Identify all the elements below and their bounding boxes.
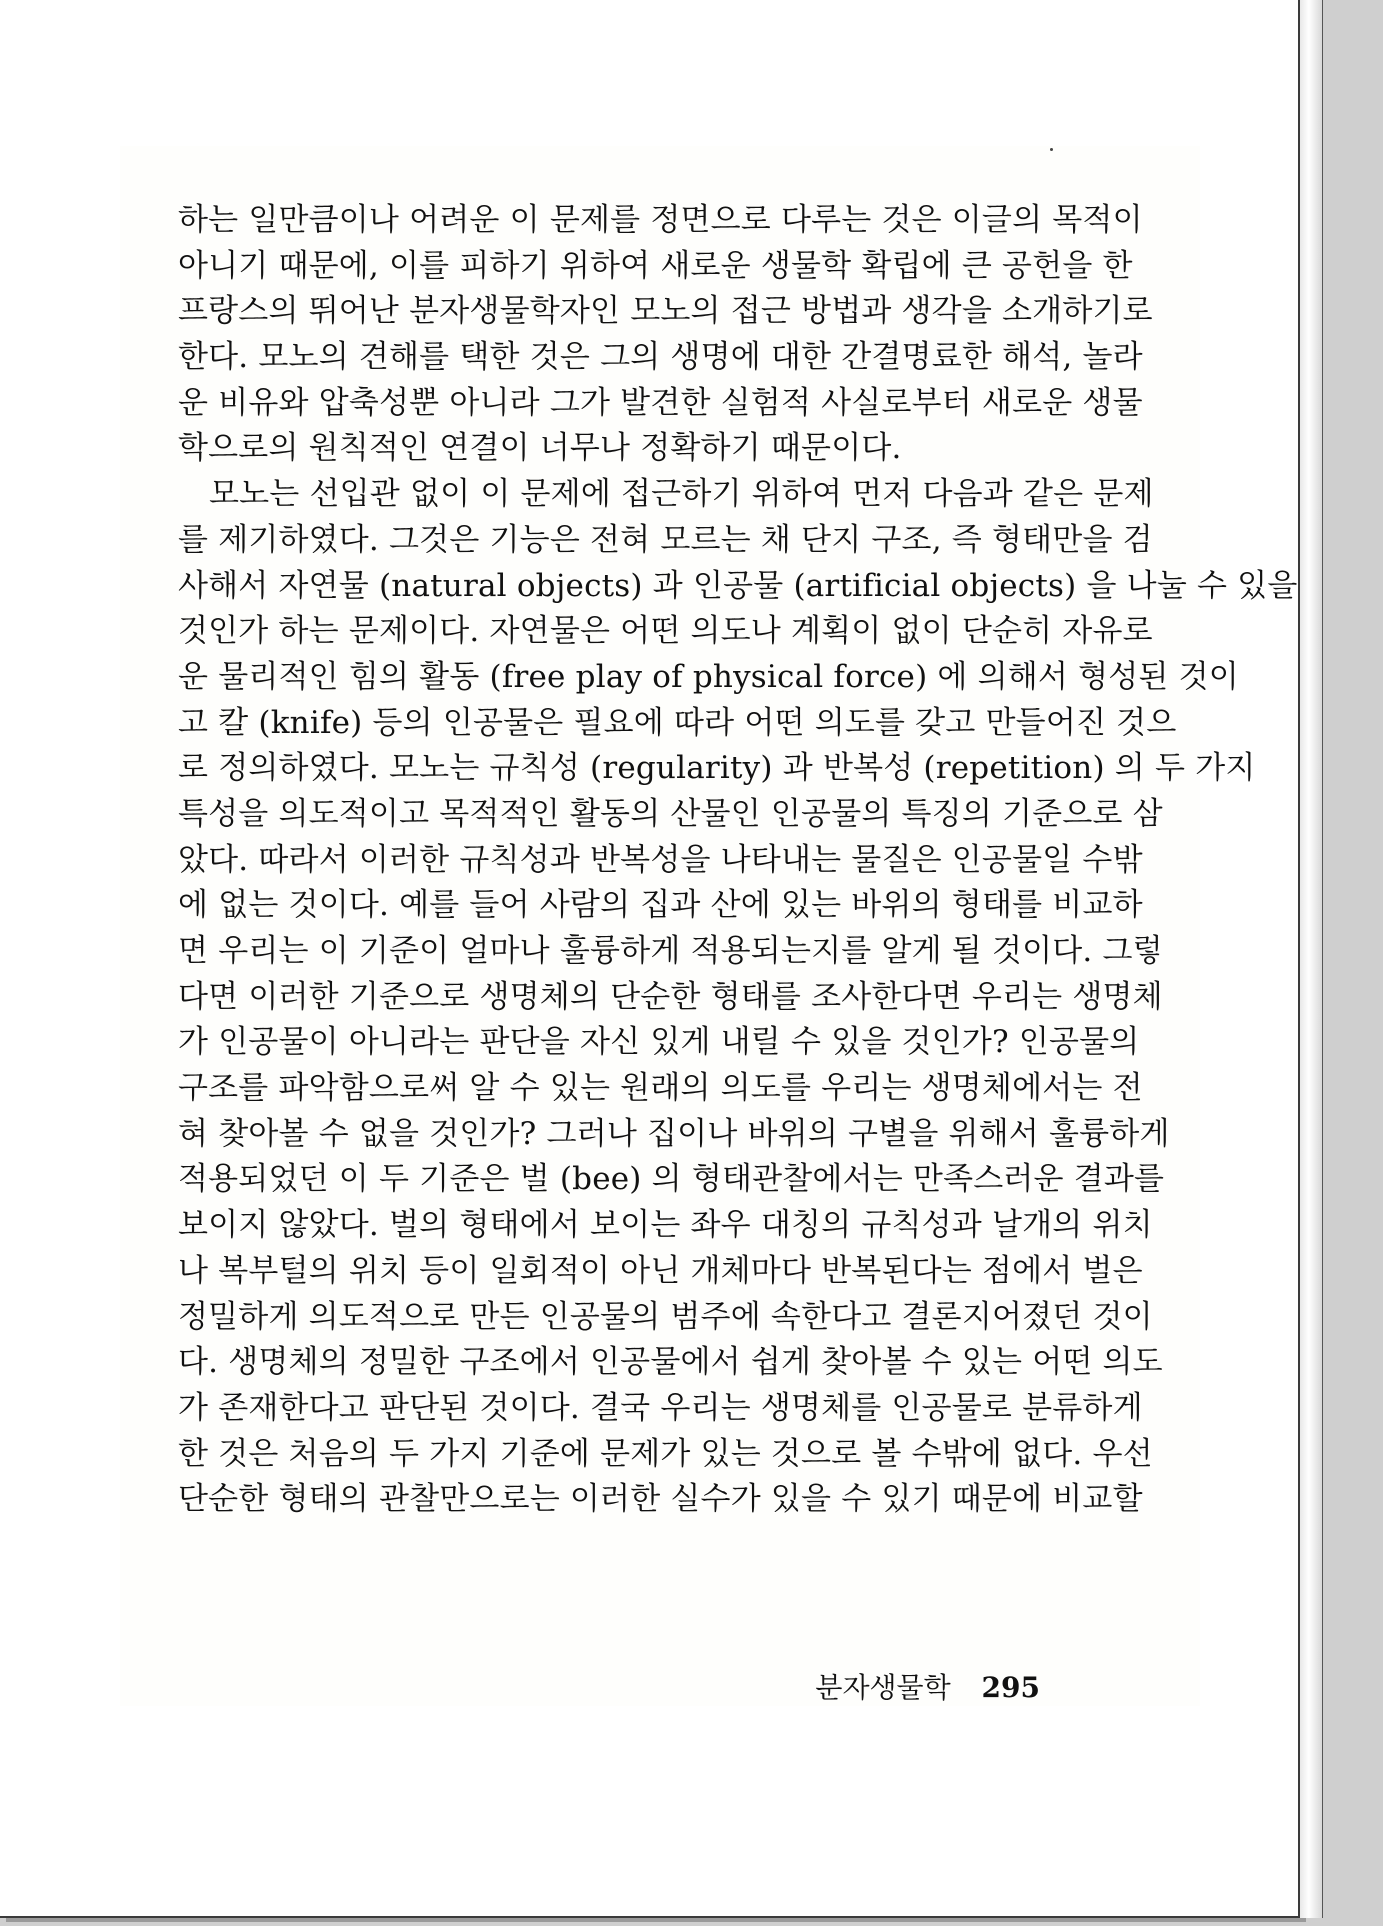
page-number: 295 — [981, 1671, 1040, 1704]
text-line: 한다. 모노의 견해를 택한 것은 그의 생명에 대한 간결명료한 해석, 놀라 — [178, 339, 1143, 376]
page-footer — [815, 1666, 1040, 1706]
running-head: 분자생물학 — [815, 1671, 951, 1704]
text-line: 프랑스의 뛰어난 분자생물학자인 모노의 접근 방법과 생각을 소개하기로 — [178, 293, 1153, 330]
scan-speck — [1050, 148, 1053, 151]
text-line: 가 존재한다고 판단된 것이다. 결국 우리는 생명체를 인공물로 분류하게 — [178, 1389, 1143, 1426]
body-text — [178, 198, 1298, 1523]
text-line: 적용되었던 이 두 기준은 벌 (bee) 의 형태관찰에서는 만족스러운 결과를 — [178, 1161, 1165, 1198]
text-line: 를 제기하였다. 그것은 기능은 전혀 모르는 채 단지 구조, 즉 형태만을 검 — [178, 521, 1153, 558]
text-line: 운 물리적인 힘의 활동 (free play of physical force) 에 의해서 형성된 것이 — [178, 658, 1239, 695]
text-line: 학으로의 원칙적인 연결이 너무나 정확하기 때문이다. — [178, 430, 902, 467]
text-line: 면 우리는 이 기준이 얼마나 훌륭하게 적용되는지를 알게 될 것이다. 그렇 — [178, 933, 1163, 969]
text-line: 운 비유와 압축성뿐 아니라 그가 발견한 실험적 사실로부터 새로운 생물 — [178, 384, 1143, 421]
text-line: 아니기 때문에, 이를 피하기 위하여 새로운 생물학 확립에 큰 공헌을 한 — [178, 247, 1133, 284]
text-line: 고 칼 (knife) 등의 인공물은 필요에 따라 어떤 의도를 갖고 만들어진 것으 — [178, 704, 1177, 741]
text-line: 정밀하게 의도적으로 만든 인공물의 범주에 속한다고 결론지어졌던 것이 — [178, 1298, 1153, 1335]
text-line: 것인가 하는 문제이다. 자연물은 어떤 의도나 계획이 없이 단순히 자유로 — [178, 613, 1153, 650]
text-line: 특성을 의도적이고 목적적인 활동의 산물인 인공물의 특징의 기준으로 삼 — [178, 795, 1163, 832]
text-line: 다면 이러한 기준으로 생명체의 단순한 형태를 조사한다면 우리는 생명체 — [178, 978, 1163, 1015]
text-line: 단순한 형태의 관찰만으로는 이러한 실수가 있을 수 있기 때문에 비교할 — [178, 1481, 1143, 1518]
text-line: 구조를 파악함으로써 알 수 있는 원래의 의도를 우리는 생명체에서는 전 — [178, 1070, 1143, 1107]
text-line: 보이지 않았다. 벌의 형태에서 보이는 좌우 대칭의 규칙성과 날개의 위치 — [178, 1207, 1153, 1244]
text-line: 혀 찾아볼 수 없을 것인가? 그러나 집이나 바위의 구별을 위해서 훌륭하게 — [178, 1115, 1170, 1152]
text-line: 다. 생명체의 정밀한 구조에서 인공물에서 쉽게 찾아볼 수 있는 어떤 의도 — [178, 1344, 1163, 1381]
text-line: 에 없는 것이다. 예를 들어 사람의 집과 산에 있는 바위의 형태를 비교하 — [178, 887, 1143, 924]
text-line: 하는 일만큼이나 어려운 이 문제를 정면으로 다루는 것은 이글의 목적이 — [178, 202, 1143, 238]
paragraph-start-line: 모노는 선입관 없이 이 문제에 접근하기 위하여 먼저 다음과 같은 문제 — [209, 476, 1154, 513]
text-line: 로 정의하였다. 모노는 규칙성 (regularity) 과 반복성 (repetition) 의 두 가지 — [178, 750, 1256, 787]
text-line: 한 것은 처음의 두 가지 기준에 문제가 있는 것으로 볼 수밖에 없다. 우선 — [178, 1435, 1153, 1472]
text-line: 가 인공물이 아니라는 판단을 자신 있게 내릴 수 있을 것인가? 인공물의 — [178, 1024, 1140, 1061]
text-line: 나 복부털의 위치 등이 일회적이 아닌 개체마다 반복된다는 점에서 벌은 — [178, 1252, 1143, 1289]
text-line: 았다. 따라서 이러한 규칙성과 반복성을 나타내는 물질은 인공물일 수밖 — [178, 841, 1143, 878]
page-edge — [1300, 0, 1323, 1918]
text-line: 사해서 자연물 (natural objects) 과 인공물 (artificial objects) 을 나눌 수 있을 — [178, 567, 1298, 604]
